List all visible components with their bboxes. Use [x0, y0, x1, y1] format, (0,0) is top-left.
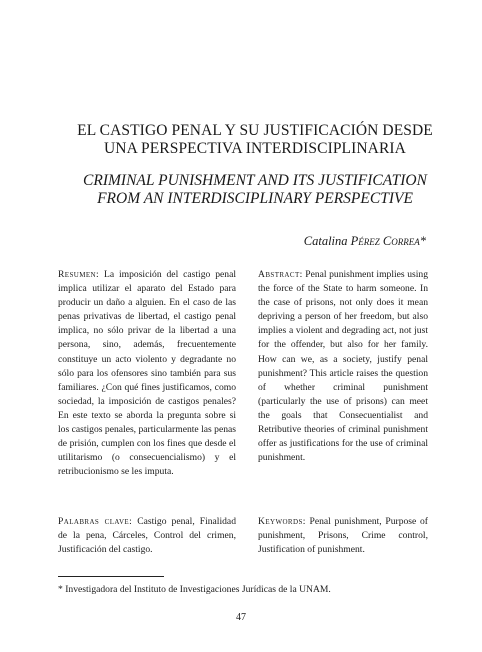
keywords-english	[258, 515, 428, 557]
author-given-name: Catalina	[303, 234, 348, 248]
abstract-spanish-label: Resumen:	[58, 269, 100, 280]
author-line	[304, 234, 426, 249]
spanish-title-line-1: EL CASTIGO PENAL Y SU JUSTIFICACIÓN DESDE	[77, 122, 433, 139]
keywords-spanish-text: Castigo penal, Finalidad de la pena, Cárceles, Control del crimen, Justificación del castigo.	[58, 516, 236, 556]
abstract-english	[258, 268, 428, 465]
abstract-spanish-text: La imposición del castigo penal implica utilizar el aparato del Estado para producir un daño a alguien. En el caso de las penas privativas de libertad, el castigo penal implica, no sólo privar de la libertad a una persona, sino, además, frecuentemente constituye un acto violento y degradante no sólo para los ofensores sino también para sus familiares. ¿Con qué fines justificamos, como sociedad, la imposición de castigos penales? En este texto se aborda la pregunta sobre si los castigos penales, particularmente las penas de prisión, cumplen con los fines que desde el utilitarismo (o consecuencialismo) y el retribucionismo se les imputa.	[58, 269, 236, 478]
keywords-spanish-label: Palabras clave:	[58, 516, 133, 527]
spanish-title	[60, 122, 450, 158]
author-footnote-mark: *	[419, 234, 426, 248]
footnote-divider	[58, 576, 164, 577]
spanish-title-line-2: UNA PERSPECTIVA INTERDISCIPLINARIA	[104, 140, 406, 157]
keywords-english-text: Penal punishment, Purpose of punishment, Prisons, Crime control, Justification of punishment.	[258, 516, 428, 556]
english-title-line-2: FROM AN INTERDISCIPLINARY PERSPECTIVE	[97, 190, 413, 207]
footnote	[58, 584, 331, 595]
abstract-english-text: Penal punishment implies using the force of the State to harm someone. In the case of prisons, not only does it mean depriving a person of her freedom, but also implies a violent and degrading act, not just for the offender, but also for her family. How can we, as a society, justify penal punishment? This article raises the question of whether criminal punishment (particularly the use of prisons) can meet the goals that Consecuentialist and Retributive theories of criminal punishment offer as justifications for the use of criminal punishment.	[258, 269, 428, 464]
footnote-mark: *	[58, 584, 63, 595]
author-family-name: Pérez Correa	[350, 234, 420, 248]
keywords-spanish	[58, 515, 236, 557]
abstract-english-label: Abstract:	[258, 269, 303, 280]
keywords-english-label: Keywords:	[258, 516, 306, 527]
english-title	[60, 172, 450, 208]
english-title-line-1: CRIMINAL PUNISHMENT AND ITS JUSTIFICATION	[83, 172, 427, 189]
page-number: 47	[236, 612, 246, 623]
footnote-text: Investigadora del Instituto de Investigaciones Jurídicas de la UNAM.	[65, 584, 331, 595]
abstract-spanish	[58, 268, 236, 479]
